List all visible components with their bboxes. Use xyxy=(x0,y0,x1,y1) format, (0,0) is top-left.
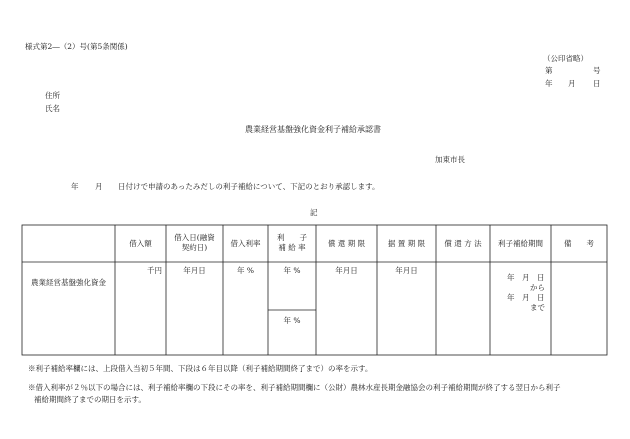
doc-number-prefix: 第 xyxy=(545,66,553,75)
value-repay-term: 年月日 xyxy=(335,266,358,275)
value-period-until: まで xyxy=(530,303,545,312)
ki-mark: 記 xyxy=(310,208,318,217)
header-remarks: 備 考 xyxy=(564,239,594,248)
value-period-start: 年 月 日 xyxy=(507,273,545,282)
header-subsidy-period: 利子補給期間 xyxy=(498,239,543,248)
value-loan-date: 年月日 xyxy=(183,266,206,275)
header-subsidy-rate-line2: 補 給 率 xyxy=(278,243,306,252)
header-loan-date-line2: 契約日) xyxy=(181,243,208,252)
seal-omitted-note: （公印省略） xyxy=(543,54,588,63)
doc-number-suffix: 号 xyxy=(593,66,601,75)
date-month: 月 xyxy=(568,79,576,88)
address-label: 住所 xyxy=(45,91,60,100)
header-deferment: 据 置 期 限 xyxy=(387,239,426,248)
form-number: 様式第2―（2）号(第5条関係) xyxy=(25,42,128,51)
value-period-end: 年 月 日 xyxy=(507,293,545,302)
table-row-label: 農業経営基盤強化資金 xyxy=(31,278,106,287)
header-loan-date-line1: 借入日(融資 xyxy=(174,233,215,242)
date-day: 日 xyxy=(593,79,601,88)
header-subsidy-rate-line1: 利 子 xyxy=(277,233,307,242)
header-loan-rate: 借入利率 xyxy=(230,239,261,248)
value-period-from: から xyxy=(530,283,545,292)
header-loan-amount: 借入額 xyxy=(129,239,152,248)
document-title: 農業経営基盤強化資金利子補給承認書 xyxy=(245,125,381,134)
note-2-line2: 補給期間終了までの期日を示す。 xyxy=(34,395,146,404)
header-repay-term: 償 還 期 限 xyxy=(327,239,366,248)
note-2-line1: ※借入利率が２％以下の場合には、利子補給率欄の下段にその率を、利子補給期間欄に（公財）農林水産長期金融協会の利子補給期間が終了する翌日から利子 xyxy=(28,383,561,392)
body-month: 月 xyxy=(95,182,103,191)
value-amount-unit: 千円 xyxy=(147,266,162,275)
value-subsidy-rate-upper: 年 % xyxy=(283,266,301,275)
body-text: 日付けで申請のあったみだしの利子補給について、下記のとおり承認します。 xyxy=(118,182,380,191)
value-subsidy-rate-lower: 年 % xyxy=(283,316,301,325)
body-year: 年 xyxy=(71,182,79,191)
issuer: 加東市長 xyxy=(435,155,465,164)
name-label: 氏名 xyxy=(45,104,60,113)
value-deferment: 年月日 xyxy=(395,266,418,275)
note-1: ※利子補給率欄には、上段借入当初５年間、下段は６年目以降（利子補給期間終了まで）の率を示す。 xyxy=(28,364,373,373)
value-loan-rate: 年 % xyxy=(236,266,254,275)
date-year: 年 xyxy=(545,79,553,88)
header-repay-method: 償 還 方 法 xyxy=(444,239,482,248)
